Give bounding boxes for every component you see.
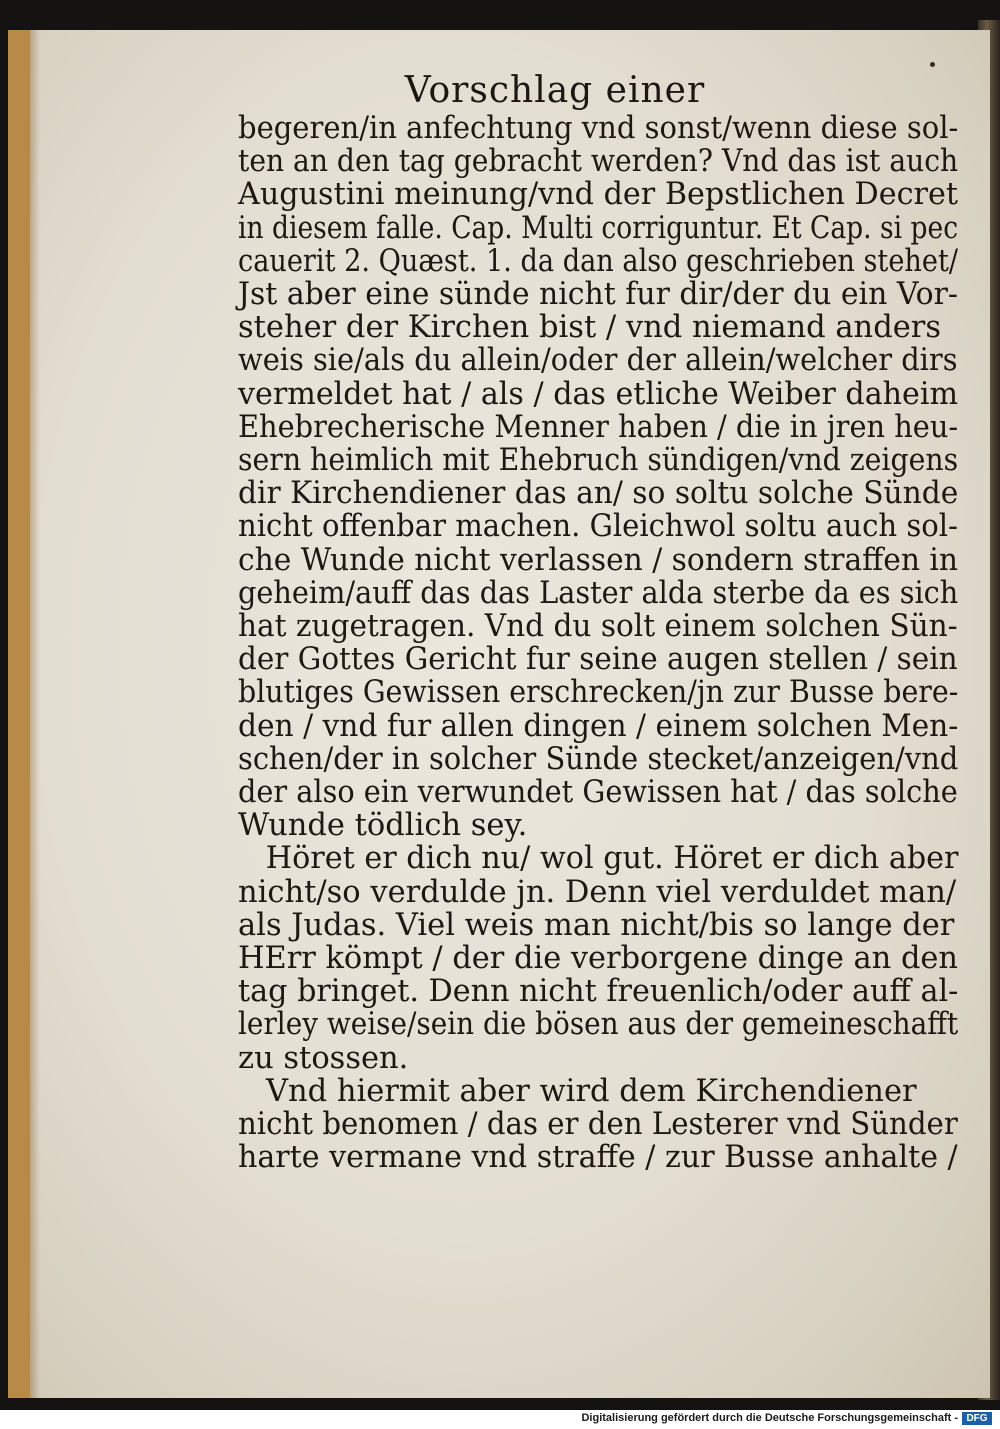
text-line: der Gottes Gericht fur seine augen stellen / sein [238, 642, 958, 678]
running-head: Vorschlag einer [404, 70, 706, 111]
text-line: sern heimlich mit Ehebruch sündigen/vnd zeigens [238, 443, 959, 479]
text-line: Ehebrecherische Menner haben / die in jren heu- [238, 409, 959, 445]
text-line: Höret er dich nu/ wol gut. Höret er dich aber [265, 841, 959, 877]
funding-credit: Digitalisierung gefördert durch die Deutsche Forschungsgemeinschaft - [581, 1412, 958, 1424]
text-line: HErr kömpt / der die verborgene dinge an den [238, 941, 959, 977]
text-line: nicht/so verdulde jn. Denn viel verduldet man/ [238, 874, 957, 910]
text-line: steher der Kirchen bist / vnd niemand anders [238, 310, 942, 346]
text-line: zu stossen. [238, 1040, 409, 1076]
footer-bar [0, 1410, 1000, 1429]
text-line: che Wunde nicht verlassen / sondern straffen in [238, 542, 958, 578]
text-line: schen/der in solcher Sünde stecket/anzeigen/vnd [238, 741, 959, 777]
text-line: geheim/auff das das Laster alda sterbe da es sich [238, 575, 959, 611]
text-line: begeren/in anfechtung vnd sonst/wenn diese sol- [238, 111, 959, 146]
text-line: vermeldet hat / als / das etliche Weiber daheim [238, 376, 959, 412]
text-line: Augustini meinung/vnd der Bepstlichen Decret [238, 177, 959, 213]
text-line: als Judas. Viel weis man nicht/bis so lange der [238, 907, 955, 943]
text-line: tag bringet. Denn nicht freuenlich/oder auff al- [238, 974, 959, 1010]
text-line: hat zugetragen. Vnd du solt einem solchen Sün- [238, 609, 958, 645]
ink-spot [930, 62, 935, 67]
text-line: nicht offenbar machen. Gleichwol soltu auch sol- [238, 509, 958, 545]
text-line: Vnd hiermit aber wird dem Kirchendiener [266, 1073, 917, 1109]
text-line: Wunde tödlich sey. [238, 808, 528, 844]
text-line: lerley weise/sein die bösen aus der gemeineschafft [238, 1007, 959, 1043]
text-line: weis sie/als du allein/oder der allein/welcher dirs [238, 343, 958, 379]
text-line: blutiges Gewissen erschrecken/jn zur Busse bere- [238, 675, 959, 711]
text-line: cauerit 2. Quæst. 1. da dan also geschrieben stehet/ [238, 243, 958, 279]
text-line: ten an den tag gebracht werden? Vnd das ist auch [238, 144, 959, 180]
text-line: Jst aber eine sünde nicht fur dir/der du ein Vor- [238, 277, 959, 313]
page-text [238, 112, 958, 1175]
dfg-logo[interactable]: DFG [962, 1412, 992, 1425]
text-line: den / vnd fur allen dingen / einem solchen Men- [238, 708, 959, 744]
text-line: dir Kirchendiener das an/ so soltu solche Sünde [238, 476, 959, 512]
text-line: nicht benomen / das er den Lesterer vnd Sünder [238, 1107, 958, 1143]
text-line: harte vermane vnd straffe / zur Busse anhalte / [238, 1140, 958, 1176]
text-line: der also ein verwundet Gewissen hat / das solche [238, 775, 958, 811]
text-line: in diesem falle. Cap. Multi corriguntur. Et Cap. si pec [238, 210, 959, 246]
